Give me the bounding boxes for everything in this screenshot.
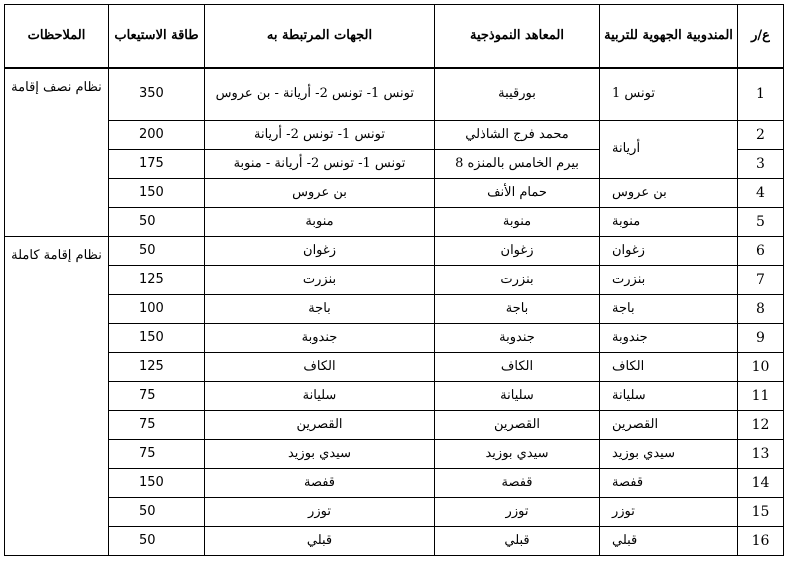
capacity-cell: 75	[109, 439, 205, 468]
header-destinations: الجهات المرتبطة به	[205, 5, 435, 69]
directorate-cell: تونس 1	[600, 68, 738, 120]
table-row	[5, 236, 784, 265]
capacity-cell: 125	[109, 352, 205, 381]
institute-cell: بنزرت	[435, 265, 600, 294]
institute-cell: توزر	[435, 497, 600, 526]
table-row	[5, 439, 784, 468]
institute-cell: محمد فرج الشاذلي	[435, 120, 600, 149]
row-number: 13	[738, 439, 784, 468]
destinations-cell: بنزرت	[205, 265, 435, 294]
institute-cell: سليانة	[435, 381, 600, 410]
table-row	[5, 381, 784, 410]
directorate-cell: قفصة	[600, 468, 738, 497]
directorate-cell: زغوان	[600, 236, 738, 265]
capacity-cell: 150	[109, 323, 205, 352]
capacity-cell: 125	[109, 265, 205, 294]
destinations-cell: تونس 1- تونس 2- أريانة	[205, 120, 435, 149]
destinations-cell: زغوان	[205, 236, 435, 265]
capacity-cell: 75	[109, 381, 205, 410]
capacity-cell: 150	[109, 178, 205, 207]
capacity-cell: 50	[109, 236, 205, 265]
institute-cell: بورقيبة	[435, 68, 600, 120]
table-row	[5, 207, 784, 236]
institute-cell: زغوان	[435, 236, 600, 265]
destinations-cell: القصرين	[205, 410, 435, 439]
row-number: 1	[738, 68, 784, 120]
destinations-cell: توزر	[205, 497, 435, 526]
directorate-cell: بن عروس	[600, 178, 738, 207]
row-number: 8	[738, 294, 784, 323]
table-row	[5, 68, 784, 120]
directorate-cell: الكاف	[600, 352, 738, 381]
capacity-cell: 50	[109, 497, 205, 526]
directorate-cell: سليانة	[600, 381, 738, 410]
destinations-cell: سيدي بوزيد	[205, 439, 435, 468]
capacity-cell: 200	[109, 120, 205, 149]
directorate-cell: أريانة	[600, 120, 738, 178]
capacity-cell: 100	[109, 294, 205, 323]
header-row	[5, 5, 784, 69]
destinations-cell: قفصة	[205, 468, 435, 497]
row-number: 9	[738, 323, 784, 352]
row-number: 2	[738, 120, 784, 149]
table-row	[5, 526, 784, 555]
table-row	[5, 294, 784, 323]
table-row	[5, 120, 784, 149]
header-num: ع/ر	[738, 5, 784, 69]
destinations-cell: الكاف	[205, 352, 435, 381]
directorate-cell: توزر	[600, 497, 738, 526]
destinations-cell: جندوبة	[205, 323, 435, 352]
institute-cell: الكاف	[435, 352, 600, 381]
header-capacity: طاقة الاستيعاب	[109, 5, 205, 69]
table-row	[5, 178, 784, 207]
destinations-cell: منوبة	[205, 207, 435, 236]
institute-cell: بيرم الخامس بالمنزه 8	[435, 149, 600, 178]
row-number: 12	[738, 410, 784, 439]
table-row	[5, 352, 784, 381]
row-number: 10	[738, 352, 784, 381]
destinations-cell: باجة	[205, 294, 435, 323]
row-number: 11	[738, 381, 784, 410]
destinations-cell: تونس 1- تونس 2- أريانة - منوبة	[205, 149, 435, 178]
institute-cell: القصرين	[435, 410, 600, 439]
header-directorate: المندوبية الجهوية للتربية	[600, 5, 738, 69]
directorate-cell: بنزرت	[600, 265, 738, 294]
institute-cell: باجة	[435, 294, 600, 323]
header-notes: الملاحظات	[5, 5, 109, 69]
header-institutes: المعاهد النموذجية	[435, 5, 600, 69]
directorate-cell: قبلي	[600, 526, 738, 555]
row-number: 6	[738, 236, 784, 265]
destinations-cell: قبلي	[205, 526, 435, 555]
institute-cell: قفصة	[435, 468, 600, 497]
destinations-cell: تونس 1- تونس 2- أريانة - بن عروس	[205, 68, 435, 120]
row-number: 7	[738, 265, 784, 294]
directorate-cell: منوبة	[600, 207, 738, 236]
row-number: 16	[738, 526, 784, 555]
directorate-cell: باجة	[600, 294, 738, 323]
row-number: 14	[738, 468, 784, 497]
institute-cell: حمام الأنف	[435, 178, 600, 207]
row-number: 3	[738, 149, 784, 178]
row-number: 15	[738, 497, 784, 526]
capacity-cell: 175	[109, 149, 205, 178]
note-half-board: نظام نصف إقامة	[5, 68, 109, 236]
capacity-cell: 150	[109, 468, 205, 497]
directorate-cell: جندوبة	[600, 323, 738, 352]
institute-cell: منوبة	[435, 207, 600, 236]
row-number: 5	[738, 207, 784, 236]
destinations-cell: بن عروس	[205, 178, 435, 207]
capacity-cell: 50	[109, 207, 205, 236]
directorate-cell: القصرين	[600, 410, 738, 439]
table-row	[5, 497, 784, 526]
capacity-cell: 75	[109, 410, 205, 439]
institute-cell: قبلي	[435, 526, 600, 555]
table-row	[5, 468, 784, 497]
institute-cell: جندوبة	[435, 323, 600, 352]
capacity-cell: 50	[109, 526, 205, 555]
table-row	[5, 265, 784, 294]
institute-cell: سيدي بوزيد	[435, 439, 600, 468]
table-row	[5, 410, 784, 439]
table-row	[5, 323, 784, 352]
directorate-cell: سيدي بوزيد	[600, 439, 738, 468]
note-full-board: نظام إقامة كاملة	[5, 236, 109, 555]
row-number: 4	[738, 178, 784, 207]
destinations-cell: سليانة	[205, 381, 435, 410]
capacity-cell: 350	[109, 68, 205, 120]
institutes-table	[4, 4, 784, 556]
